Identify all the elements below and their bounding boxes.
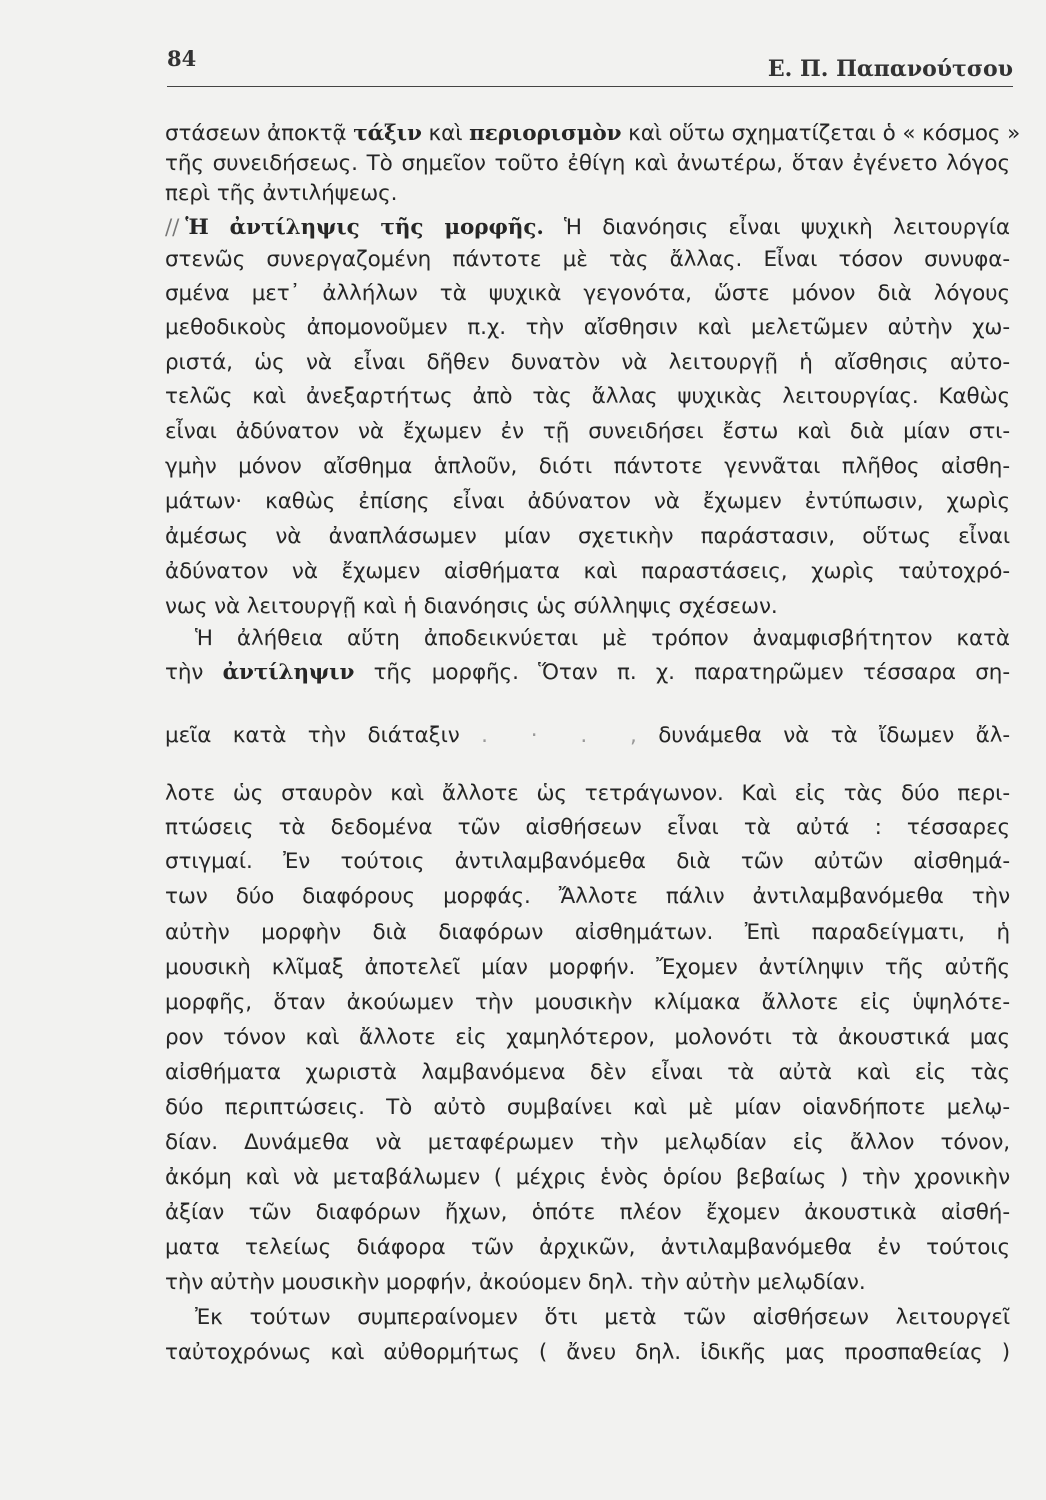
text-line-17: τὴν ἀντίληψιν τῆς μορφῆς. Ὅταν π. χ. παρατηρῶμεν τέσσαρα ση- bbox=[165, 660, 1010, 685]
text-line-19: λοτε ὡς σταυρὸν καὶ ἄλλοτε ὡς τετράγωνον. Καὶ εἰς τὰς δύο περι- bbox=[165, 781, 1010, 806]
bold-term-periorismon: περιορισμὸν bbox=[469, 121, 622, 146]
text-line-21: στιγμαί. Ἐν τούτοις ἀντιλαμβανόμεθα διὰ τῶν αὐτῶν αἰσθημά- bbox=[165, 849, 1010, 874]
text-line-8: ριστά, ὡς νὰ εἶναι δῆθεν δυνατὸν νὰ λειτουργῇ ἡ αἴσθησις αὐτο- bbox=[165, 350, 1010, 375]
text-line-22: των δύο διαφόρους μορφάς. Ἄλλοτε πάλιν ἀντιλαμβανόμεθα τὴν bbox=[165, 884, 1010, 909]
text-line-28: δύο περιπτώσεις. Τὸ αὐτὸ συμβαίνει καὶ μὲ μίαν οἱανδήποτε μελῳ- bbox=[165, 1095, 1010, 1120]
text-line-3: περὶ τῆς ἀντιλήψεως. bbox=[165, 181, 398, 206]
text-line-33: τὴν αὐτὴν μουσικὴν μορφήν, ἀκούομεν δηλ. τὴν αὐτὴν μελῳδίαν. bbox=[165, 1270, 866, 1295]
bold-term-taxin: τάξιν bbox=[353, 121, 422, 146]
text-line-16: Ἡ ἀλήθεια αὕτη ἀποδεικνύεται μὲ τρόπον ἀναμφισβήτητον κατὰ bbox=[195, 626, 1010, 651]
page-header bbox=[167, 46, 1013, 87]
text-line-23: αὐτὴν μορφὴν διὰ διαφόρων αἰσθημάτων. Ἐπὶ παραδείγματι, ἡ bbox=[165, 920, 1010, 945]
section-heading: Ἡ ἀντίληψις τῆς μορφῆς. bbox=[185, 215, 544, 240]
text-line-20: πτώσεις τὰ δεδομένα τῶν αἰσθήσεων εἶναι τὰ αὐτά : τέσσαρες bbox=[165, 815, 1010, 840]
dot-arrangement: . · . , bbox=[459, 723, 659, 748]
text-line-12: μάτων· καθὼς ἐπίσης εἶναι ἀδύνατον νὰ ἔχωμεν ἐντύπωσιν, χωρὶς bbox=[165, 489, 1010, 514]
page-number: 84 bbox=[167, 46, 197, 71]
text-line-31: ἀξίαν τῶν διαφόρων ἤχων, ὁπότε πλέον ἔχομεν ἀκουστικὰ αἰσθή- bbox=[165, 1200, 1010, 1225]
text-line-18: μεῖα κατὰ τὴν διάταξιν . · . , δυνάμεθα νὰ τὰ ἴδωμεν ἄλ- bbox=[165, 723, 1010, 748]
text-line-32: ματα τελείως διάφορα τῶν ἀρχικῶν, ἀντιλαμβανόμεθα ἐν τούτοις bbox=[165, 1235, 1010, 1260]
text-line-5: στενῶς συνεργαζομένη πάντοτε μὲ τὰς ἄλλας. Εἶναι τόσον συνυφα- bbox=[165, 247, 1010, 272]
text-line-34: Ἐκ τούτων συμπεραίνομεν ὅτι μετὰ τῶν αἰσθήσεων λειτουργεῖ bbox=[195, 1305, 1010, 1330]
text-line-29: δίαν. Δυνάμεθα νὰ μεταφέρωμεν τὴν μελῳδίαν εἰς ἄλλον τόνον, bbox=[165, 1130, 1010, 1155]
text-line-10: εἶναι ἀδύνατον νὰ ἔχωμεν ἐν τῇ συνειδήσει ἔστω καὶ διὰ μίαν στι- bbox=[165, 419, 1010, 444]
text-line-27: αἰσθήματα χωριστὰ λαμβανόμενα δὲν εἶναι τὰ αὐτὰ καὶ εἰς τὰς bbox=[165, 1060, 1010, 1085]
margin-mark: // bbox=[165, 215, 180, 240]
text-line-9: τελῶς καὶ ἀνεξαρτήτως ἀπὸ τὰς ἄλλας ψυχικὰς λειτουργίας. Καθὼς bbox=[165, 384, 1010, 409]
text-line-6: σμένα μετ᾽ ἀλλήλων τὰ ψυχικὰ γεγονότα, ὥστε μόνον διὰ λόγους bbox=[165, 281, 1010, 306]
bold-term-antilepsin: ἀντίληψιν bbox=[222, 660, 355, 685]
text-line-35: ταὐτοχρόνως καὶ αὐθορμήτως ( ἄνευ δηλ. ἰδικῆς μας προσπαθείας ) bbox=[165, 1340, 1010, 1365]
text-line-15: νως νὰ λειτουργῇ καὶ ἡ διανόησις ὡς σύλληψις σχέσεων. bbox=[165, 594, 778, 619]
text-line-2: τῆς συνειδήσεως. Τὸ σημεῖον τοῦτο ἐθίγη καὶ ἀνωτέρω, ὅταν ἐγένετο λόγος bbox=[165, 151, 1010, 176]
section-heading-line: // Ἡ ἀντίληψις τῆς μορφῆς. Ἡ διανόησις εἶναι ψυχικὴ λειτουργία bbox=[165, 215, 1010, 240]
text-line-26: ρον τόνον καὶ ἄλλοτε εἰς χαμηλότερον, μολονότι τὰ ἀκουστικά μας bbox=[165, 1025, 1010, 1050]
text-line-7: μεθοδικοὺς ἀπομονοῦμεν π.χ. τὴν αἴσθησιν καὶ μελετῶμεν αὐτὴν χω- bbox=[165, 315, 1010, 340]
text-line-24: μουσικὴ κλῖμαξ ἀποτελεῖ μίαν μορφήν. Ἔχομεν ἀντίληψιν τῆς αὐτῆς bbox=[165, 955, 1010, 980]
text-line-11: γμὴν μόνον αἴσθημα ἁπλοῦν, διότι πάντοτε γεννᾶται πλῆθος αἰσθη- bbox=[165, 454, 1010, 479]
running-head: Ε. Π. Παπανούτσου bbox=[767, 56, 1013, 82]
text-line-1: στάσεων ἀποκτᾷ τάξιν καὶ περιορισμὸν καὶ οὕτω σχηματίζεται ὁ « κόσμος » bbox=[165, 121, 1021, 146]
text-line-25: μορφῆς, ὅταν ἀκούωμεν τὴν μουσικὴν κλίμακα ἄλλοτε εἰς ὑψηλότε- bbox=[165, 990, 1010, 1015]
text-line-13: ἀμέσως νὰ ἀναπλάσωμεν μίαν σχετικὴν παράστασιν, οὕτως εἶναι bbox=[165, 524, 1010, 549]
text-line-30: ἀκόμη καὶ νὰ μεταβάλωμεν ( μέχρις ἑνὸς ὁρίου βεβαίως ) τὴν χρονικὴν bbox=[165, 1165, 1010, 1190]
text-line-14: ἀδύνατον νὰ ἔχωμεν αἰσθήματα καὶ παραστάσεις, χωρὶς ταὐτοχρό- bbox=[165, 559, 1010, 584]
